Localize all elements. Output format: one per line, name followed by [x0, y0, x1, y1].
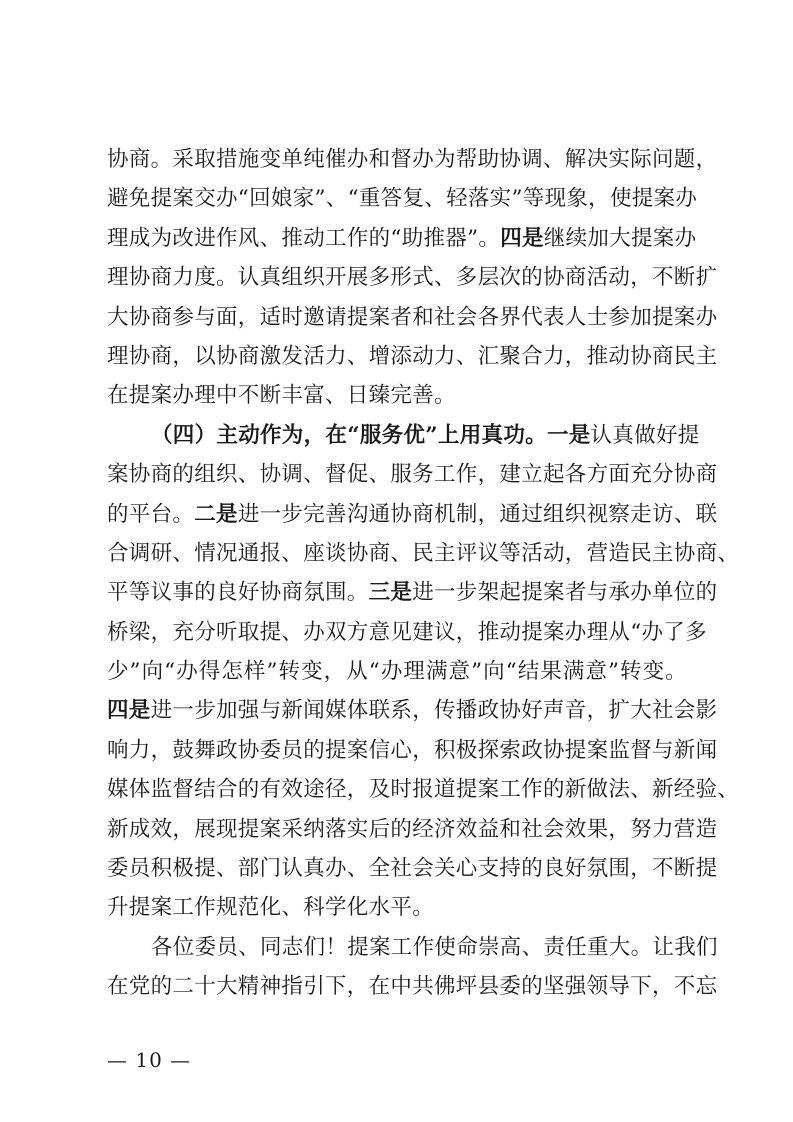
- text-line: [107, 731, 718, 770]
- bold-run: 四是: [500, 225, 544, 251]
- text-line: [107, 849, 718, 888]
- text-run: 在提案办理中不断丰富、日臻完善。: [107, 383, 456, 409]
- text-line: [107, 298, 718, 337]
- text-run: 的平台。: [107, 501, 195, 527]
- text-run: 媒体监督结合的有效途径，及时报道提案工作的新做法、新经验、: [107, 777, 740, 803]
- text-run: 委员积极提、部门认真办、全社会关心支持的良好氛围，不断提: [107, 856, 718, 882]
- bold-run: 四是: [107, 698, 151, 724]
- text-line: [107, 219, 697, 258]
- text-line: [107, 455, 718, 494]
- text-line: [107, 770, 740, 809]
- bold-run: 二是: [194, 501, 238, 527]
- text-line: [107, 376, 687, 415]
- text-run: 进一步完善沟通协商机制，通过组织视察走访、联: [237, 501, 718, 527]
- text-run: 响力，鼓舞政协委员的提案信心，积极探索政协提案监督与新闻: [107, 737, 718, 763]
- text-line: [107, 613, 707, 652]
- text-line: [107, 140, 718, 179]
- text-run: 理协商力度。认真组织开展多形式、多层次的协商活动，不断扩: [107, 265, 718, 291]
- text-run: 避免提案交办“回娘家”、“重答复、轻落实”等现象，使提案办: [107, 186, 698, 212]
- text-run: 大协商参与面，适时邀请提案者和社会各界代表人士参加提案办: [107, 304, 718, 330]
- body-text: [107, 140, 740, 1007]
- text-line: [107, 258, 718, 297]
- text-line: [107, 416, 700, 455]
- text-line: [107, 573, 718, 612]
- text-run: 进一步加强与新闻媒体联系，传播政协好声音，扩大社会影: [150, 698, 718, 724]
- text-run: 理成为改进作风、推动工作的“助推器”。: [107, 225, 501, 251]
- text-line: [107, 534, 740, 573]
- text-line: [107, 810, 718, 849]
- text-line: [107, 179, 698, 218]
- bold-run: 三是: [368, 580, 413, 606]
- text-run: 进一步架起提案者与承办单位的: [412, 580, 718, 606]
- text-run: 在党的二十大精神指引下，在中共佛坪县委的坚强领导下，不忘: [107, 974, 718, 1000]
- text-line: [107, 967, 718, 1006]
- text-run: 认真做好提: [590, 422, 700, 448]
- text-run: 平等议事的良好协商氛围。: [107, 580, 369, 606]
- text-run: 升提案工作规范化、科学化水平。: [107, 895, 435, 921]
- text-line: [107, 337, 718, 376]
- text-line: [107, 691, 718, 730]
- text-run: 继续加大提案办: [543, 225, 697, 251]
- text-run: 合调研、情况通报、座谈协商、民主评议等活动，营造民主协商、: [107, 540, 740, 566]
- text-line: [107, 652, 687, 691]
- text-line: [107, 928, 718, 967]
- text-run: 理协商，以协商激发活力、增添动力、汇聚合力，推动协商民主: [107, 343, 718, 369]
- text-run: 各位委员、同志们！提案工作使命崇高、责任重大。让我们: [151, 934, 718, 960]
- text-line: [107, 495, 718, 534]
- text-run: 桥梁，充分听取提、办双方意见建议，推动提案办理从“办了多: [107, 619, 707, 645]
- text-run: 少”向“办得怎样”转变，从“办理满意”向“结果满意”转变。: [107, 659, 687, 685]
- bold-run: （四）主动作为，在“服务优”上用真功。: [151, 422, 547, 448]
- page-number: — 10 —: [107, 1048, 192, 1072]
- text-run: 案协商的组织、协调、督促、服务工作，建立起各方面充分协商: [107, 462, 718, 488]
- text-line: [107, 888, 687, 927]
- bold-run: 一是: [546, 422, 591, 448]
- text-run: 新成效，展现提案采纳落实后的经济效益和社会效果，努力营造: [107, 816, 718, 842]
- text-run: 协商。采取措施变单纯催办和督办为帮助协调、解决实际问题，: [107, 147, 718, 172]
